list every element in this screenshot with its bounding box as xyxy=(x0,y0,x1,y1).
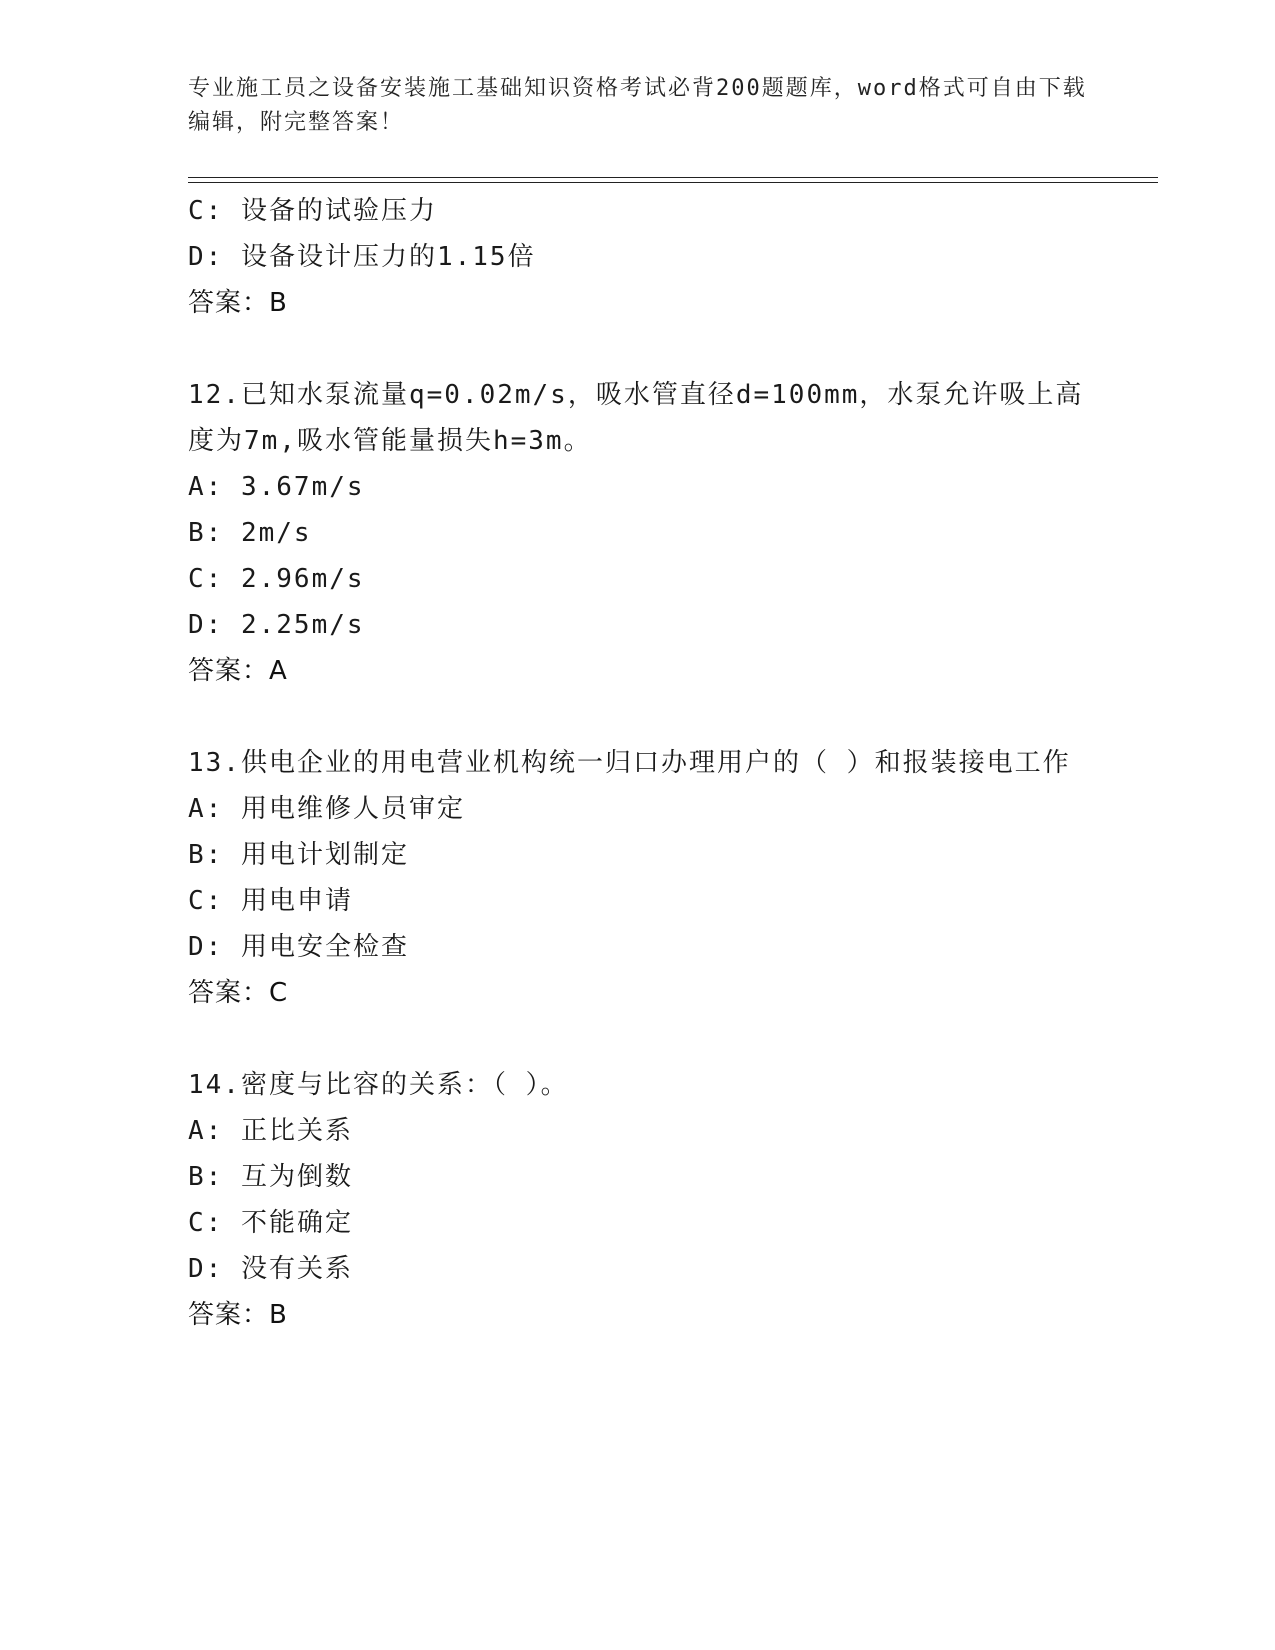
option-b: B: 互为倒数 xyxy=(188,1162,353,1192)
option-c: C: 2.96m/s xyxy=(188,564,365,594)
header-divider-bottom xyxy=(188,182,1158,183)
spacer xyxy=(188,694,1088,740)
question-11-continued xyxy=(188,188,1088,326)
option-d: D: 没有关系 xyxy=(188,1254,353,1284)
option-a: A: 用电维修人员审定 xyxy=(188,794,465,824)
answer-label: 答案：B xyxy=(188,1300,288,1330)
option-b: B: 用电计划制定 xyxy=(188,840,409,870)
question-14 xyxy=(188,1062,1088,1338)
option-c: C: 用电申请 xyxy=(188,886,353,916)
question-12 xyxy=(188,372,1088,694)
option-a: A: 3.67m/s xyxy=(188,472,365,502)
option-d: D: 用电安全检查 xyxy=(188,932,409,962)
question-13 xyxy=(188,740,1088,1016)
spacer xyxy=(188,326,1088,372)
answer-label: 答案：C xyxy=(188,978,289,1008)
header-divider-top xyxy=(188,177,1158,178)
option-c: C: 不能确定 xyxy=(188,1208,353,1238)
spacer xyxy=(188,1016,1088,1062)
question-text: 13.供电企业的用电营业机构统一归口办理用户的（ ）和报装接电工作 xyxy=(188,748,1071,778)
answer-label: 答案：B xyxy=(188,288,288,318)
answer-label: 答案：A xyxy=(188,656,288,686)
option-a: A: 正比关系 xyxy=(188,1116,353,1146)
option-d: D: 设备设计压力的1.15倍 xyxy=(188,242,536,272)
question-text: 14.密度与比容的关系：（ ）。 xyxy=(188,1070,569,1100)
option-c: C: 设备的试验压力 xyxy=(188,196,437,226)
question-list xyxy=(188,188,1088,1338)
option-b: B: 2m/s xyxy=(188,518,312,548)
document-header: 专业施工员之设备安装施工基础知识资格考试必背200题题库，word格式可自由下载编辑，附完整答案！ xyxy=(188,76,1087,135)
option-d: D: 2.25m/s xyxy=(188,610,365,640)
question-text: 12.已知水泵流量q=0.02m/s，吸水管直径d=100mm，水泵允许吸上高度为7m,吸水管能量损失h=3m。 xyxy=(188,380,1084,456)
